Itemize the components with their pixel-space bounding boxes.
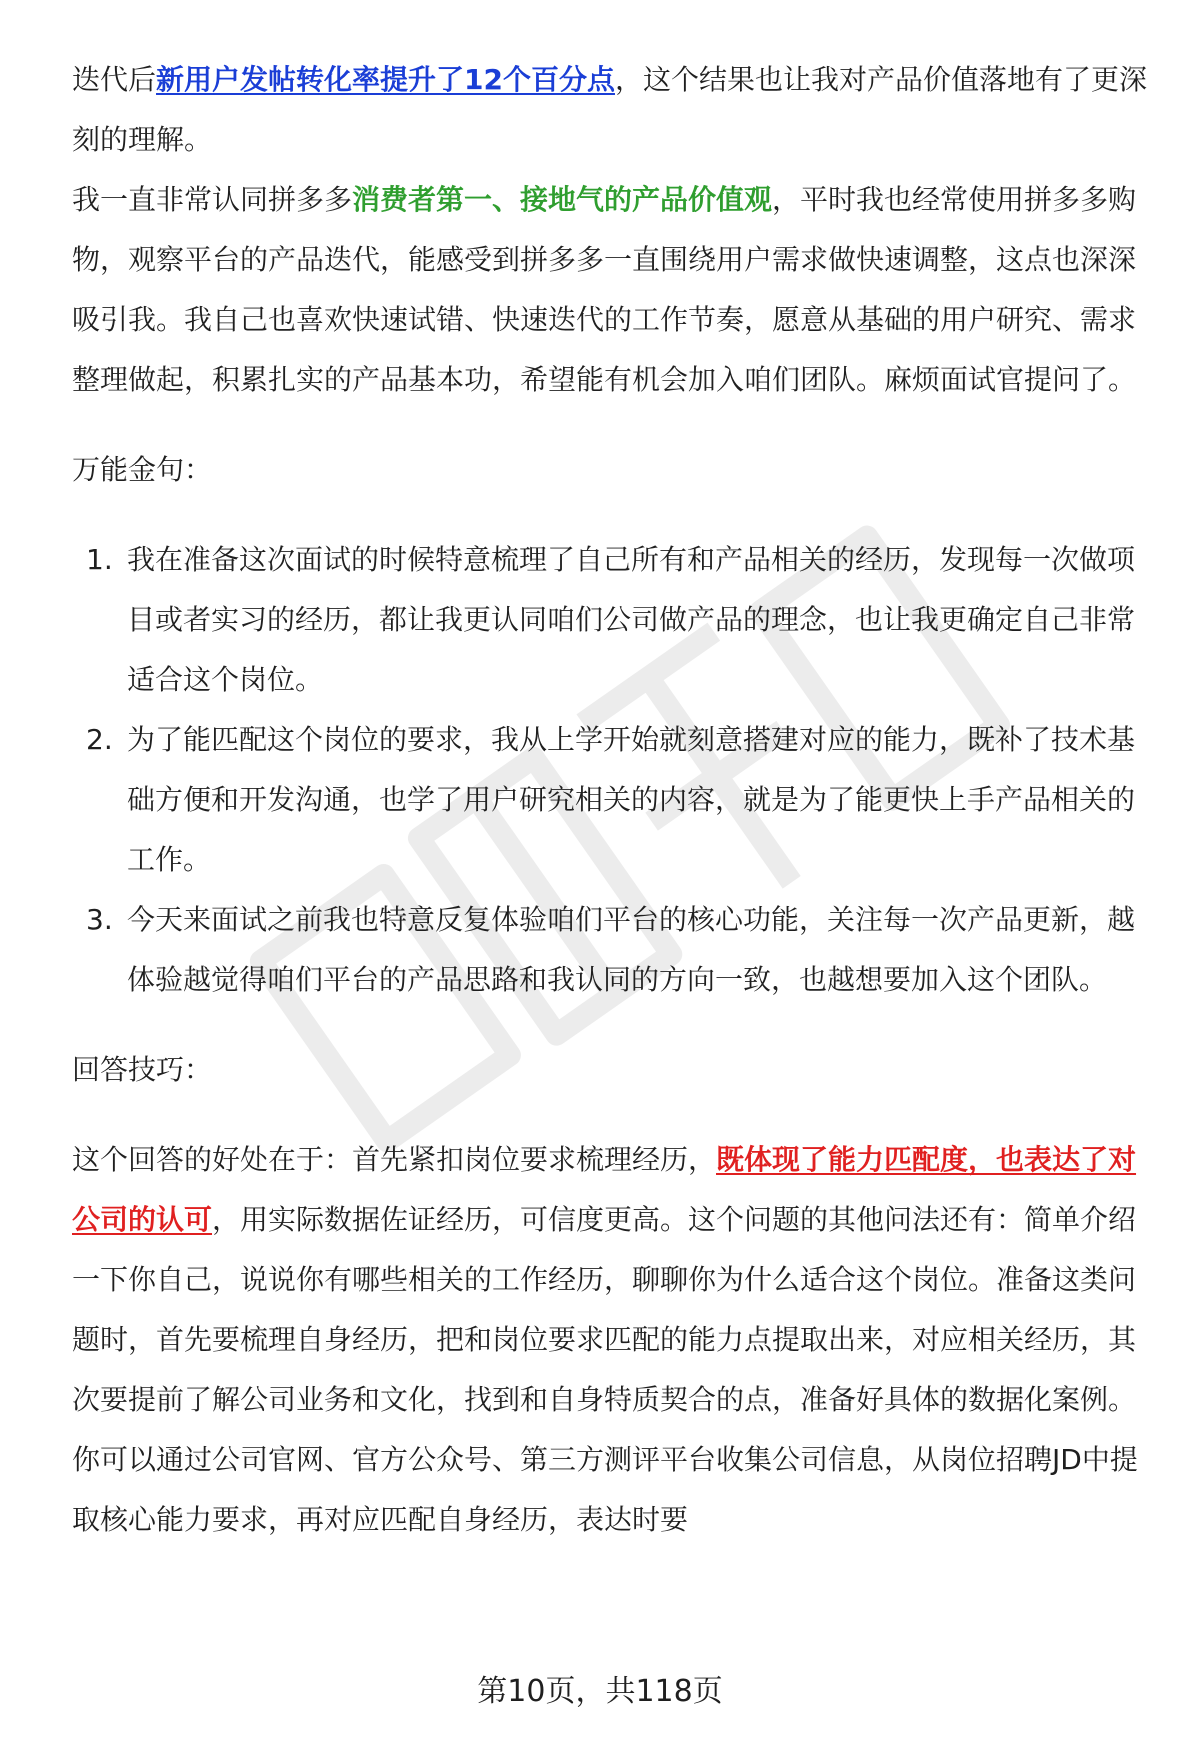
highlight-red-text: 既体现了能力匹配度，也表达了对公司的认可 [72, 1143, 1137, 1236]
paragraph-text: ，这个结果也让我对产品价值落地有了更深刻的理解。 [72, 63, 1147, 156]
list-item [72, 710, 1152, 890]
section-heading-golden-sentences: 万能金句： [72, 453, 213, 486]
highlight-green-text: 消费者第一、接地气的产品价值观 [352, 183, 773, 216]
spacer [72, 1100, 1152, 1130]
list-item-text: 为了能匹配这个岗位的要求，我从上学开始就刻意搭建对应的能力，既补了技术基础方便和开发沟通，也学了用户研究相关的内容，就是为了能更快上手产品相关的工作。 [127, 723, 1136, 876]
list-number: 1. [86, 543, 113, 576]
section-heading-answer-tips: 回答技巧： [72, 1053, 213, 1086]
golden-sentence-list [72, 530, 1152, 1010]
paragraph-motivation [72, 170, 1152, 410]
list-number: 3. [86, 903, 113, 936]
highlight-blue-text: 新用户发帖转化率提升了12个百分点 [156, 63, 615, 96]
spacer [72, 500, 1152, 530]
paragraph-text: ，用实际数据佐证经历，可信度更高。这个问题的其他问法还有：简单介绍一下你自己，说说你有哪些相关的工作经历，聊聊你为什么适合这个岗位。准备这类问题时，首先要梳理自身经历，把和岗位要求匹配的能力点提取出来，对应相关经历，其次要提前了解公司业务和文化，找到和自身特质契合的点，准备好具体的数据化案例。你可以通过公司官网、官方公众号、第三方测评平台收集公司信息，从岗位招聘JD中提取核心能力要求，再对应匹配自身经历，表达时要 [72, 1203, 1138, 1536]
list-item-text: 我在准备这次面试的时候特意梳理了自己所有和产品相关的经历，发现每一次做项目或者实习的经历，都让我更认同咱们公司做产品的理念，也让我更确定自己非常适合这个岗位。 [127, 543, 1136, 696]
paragraph-text: 这个回答的好处在于：首先紧扣岗位要求梳理经历， [72, 1143, 717, 1176]
paragraph-text: 我一直非常认同拼多多 [72, 183, 353, 216]
page-number-footer: 第10页，共118页 [477, 1674, 723, 1709]
paragraph-result [72, 50, 1152, 170]
list-item [72, 530, 1152, 710]
list-item [72, 890, 1152, 1010]
spacer [72, 410, 1152, 440]
paragraph-text: 迭代后 [72, 63, 157, 96]
spacer [72, 1010, 1152, 1040]
paragraph-answer-tips [72, 1130, 1152, 1550]
list-item-text: 今天来面试之前我也特意反复体验咱们平台的核心功能，关注每一次产品更新，越体验越觉得咱们平台的产品思路和我认同的方向一致，也越想要加入这个团队。 [127, 903, 1136, 996]
list-number: 2. [86, 723, 113, 756]
paragraph-text: ，平时我也经常使用拼多多购物，观察平台的产品迭代，能感受到拼多多一直围绕用户需求做快速调整，这点也深深吸引我。我自己也喜欢快速试错、快速迭代的工作节奏，愿意从基础的用户研究、需求整理做起，积累扎实的产品基本功，希望能有机会加入咱们团队。麻烦面试官提问了。 [72, 183, 1137, 396]
document-body [72, 50, 1152, 1550]
